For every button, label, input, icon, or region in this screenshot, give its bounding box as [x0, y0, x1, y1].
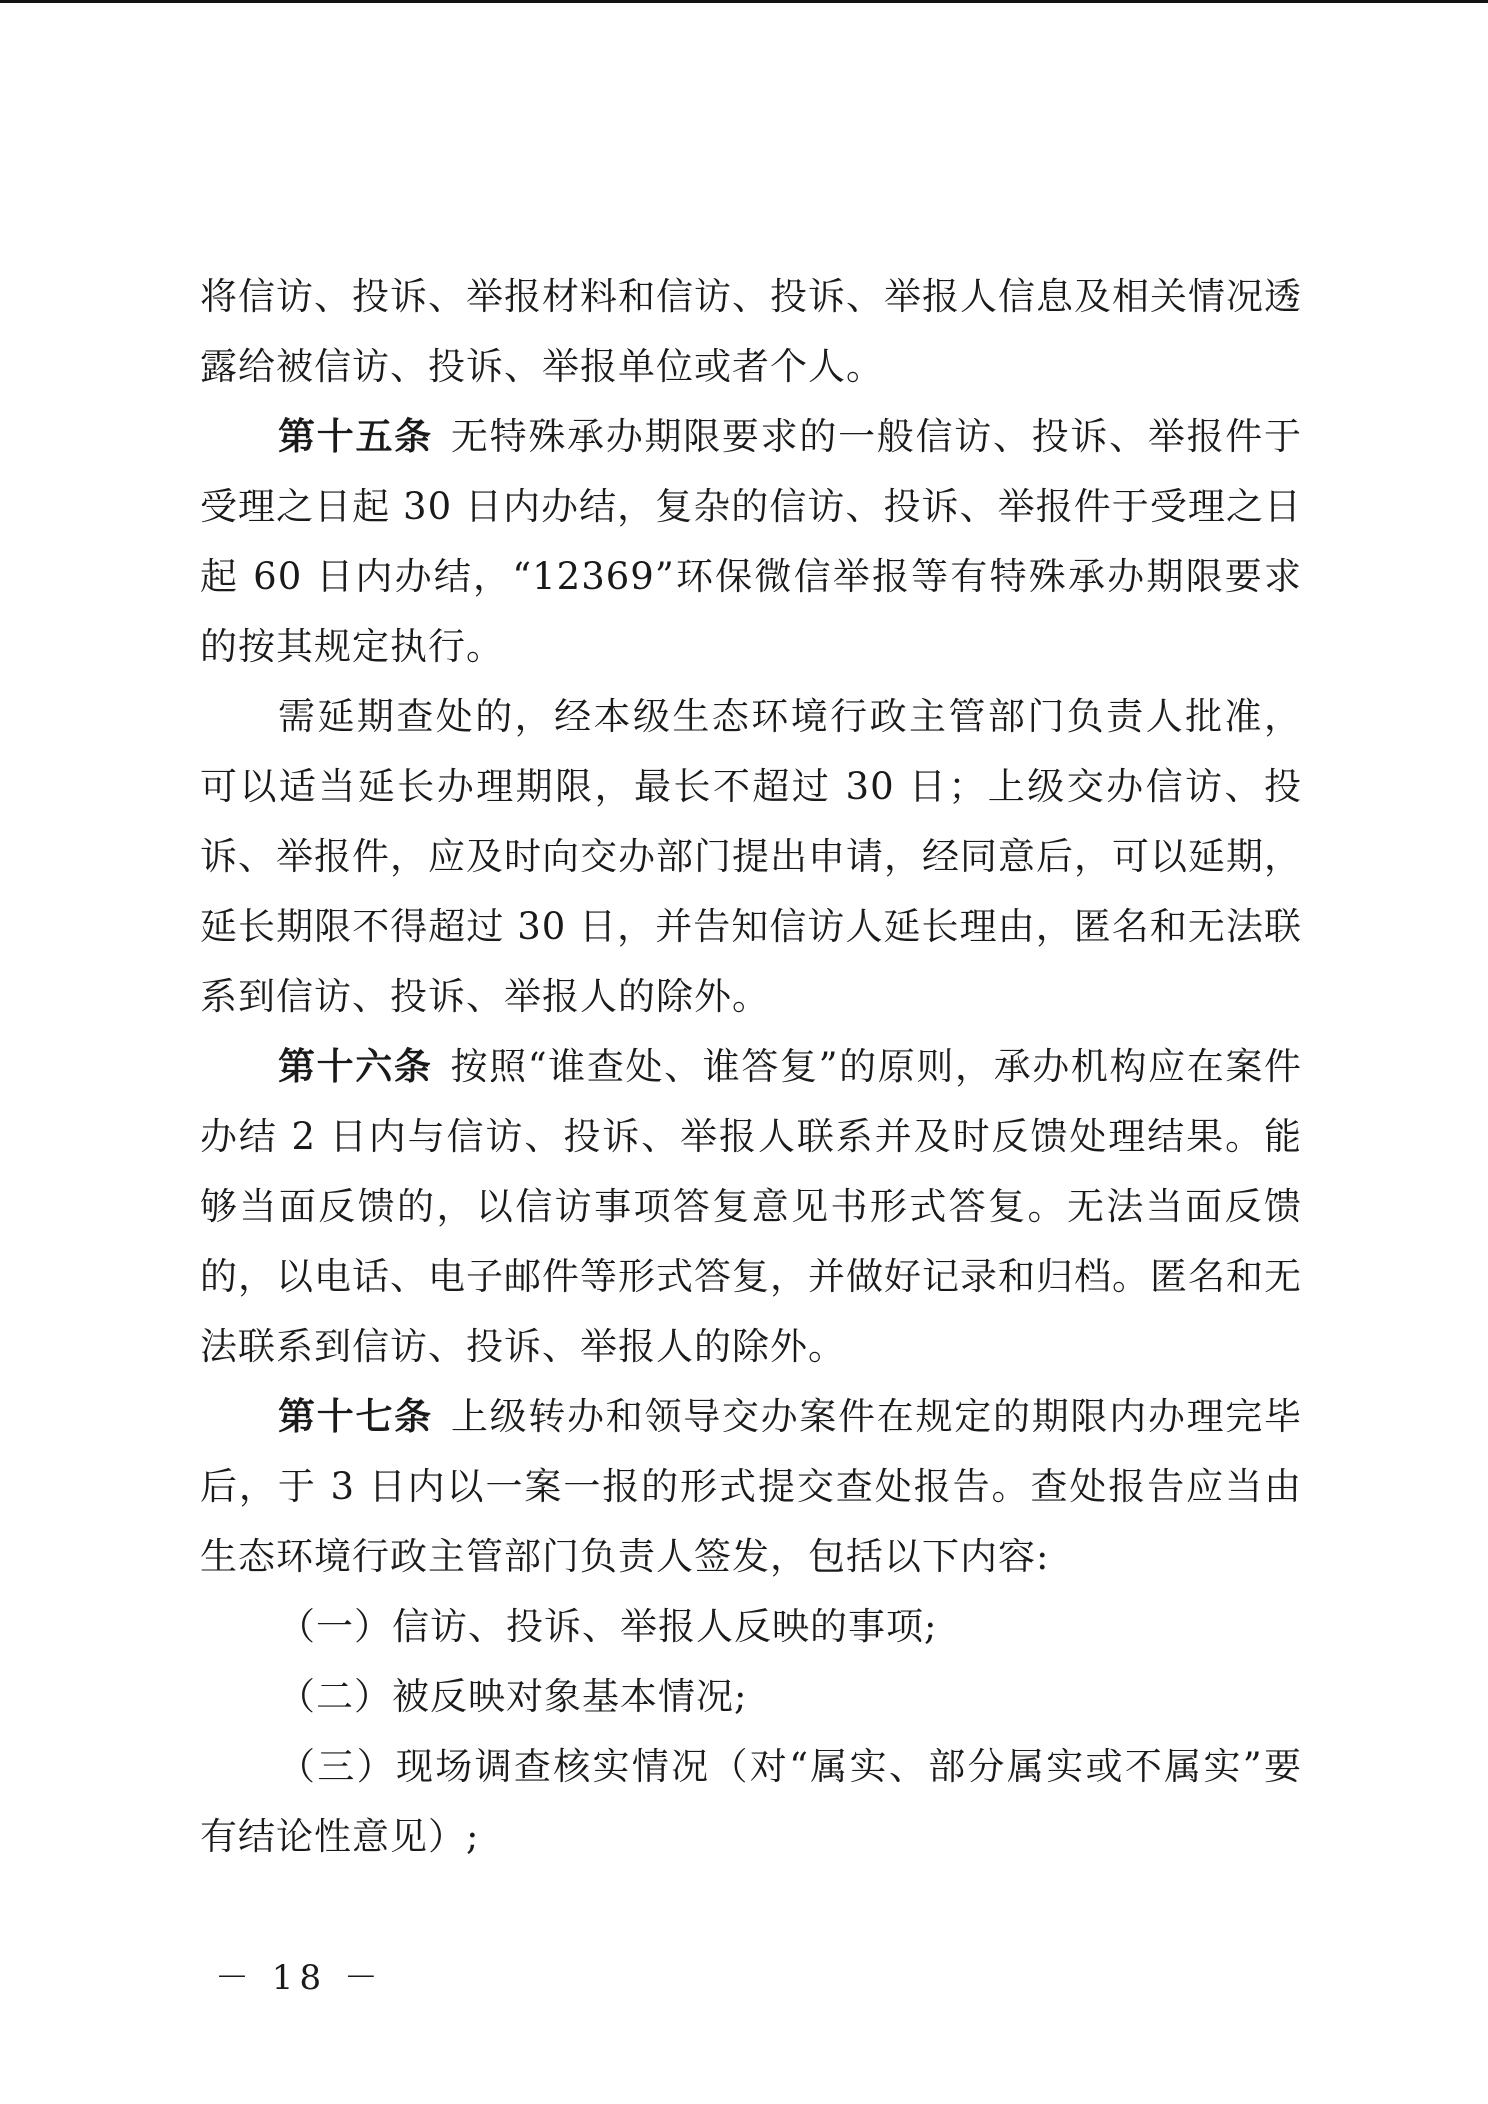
article-17-text: 上级转办和领导交办案件在规定的期限内办理完毕后，于 3 日内以一案一报的形式提交查处报告。查处报告应当由生态环境行政主管部门负责人签发，包括以下内容:: [200, 1395, 1303, 1578]
list-item-1: （一）信访、投诉、举报人反映的事项;: [278, 1605, 938, 1648]
paragraph-article-16: [200, 1032, 1302, 1382]
article-16-text: 按照“谁查处、谁答复”的原则，承办机构应在案件办结 2 日内与信访、投诉、举报人联系并及时反馈处理结果。能够当面反馈的，以信访事项答复意见书形式答复。无法当面反馈的，以电话、电子邮件等形式答复，并做好记录和归档。匿名和无法联系到信访、投诉、举报人的除外。: [200, 1045, 1303, 1368]
paragraph-article-15: [200, 402, 1302, 682]
paragraph-continuation: 将信访、投诉、举报材料和信访、投诉、举报人信息及相关情况透露给被信访、投诉、举报单位或者个人。: [200, 275, 1302, 388]
page-number: － 18 －: [215, 1958, 384, 1998]
top-border-line: [0, 0, 1488, 3]
article-label-15: 第十五条: [278, 415, 433, 458]
paragraph-extension: 需延期查处的，经本级生态环境行政主管部门负责人批准，可以适当延长办理期限，最长不超过 30 日；上级交办信访、投诉、举报件，应及时向交办部门提出申请，经同意后，可以延期，延长期限不得超过 30 日，并告知信访人延长理由，匿名和无法联系到信访、投诉、举报人的除外。: [200, 695, 1302, 1018]
paragraph-article-17: [200, 1382, 1302, 1592]
article-label-16: 第十六条: [278, 1045, 433, 1088]
article-label-17: 第十七条: [278, 1395, 433, 1438]
document-body: [200, 262, 1302, 1872]
list-item-3: （三）现场调查核实情况（对“属实、部分属实或不属实”要有结论性意见）;: [200, 1745, 1302, 1858]
list-item-2: （二）被反映对象基本情况;: [278, 1675, 748, 1718]
article-15-text: 无特殊承办期限要求的一般信访、投诉、举报件于受理之日起 30 日内办结，复杂的信访、投诉、举报件于受理之日起 60 日内办结，“12369”环保微信举报等有特殊承办期限要求的按其规定执行。: [200, 415, 1303, 668]
